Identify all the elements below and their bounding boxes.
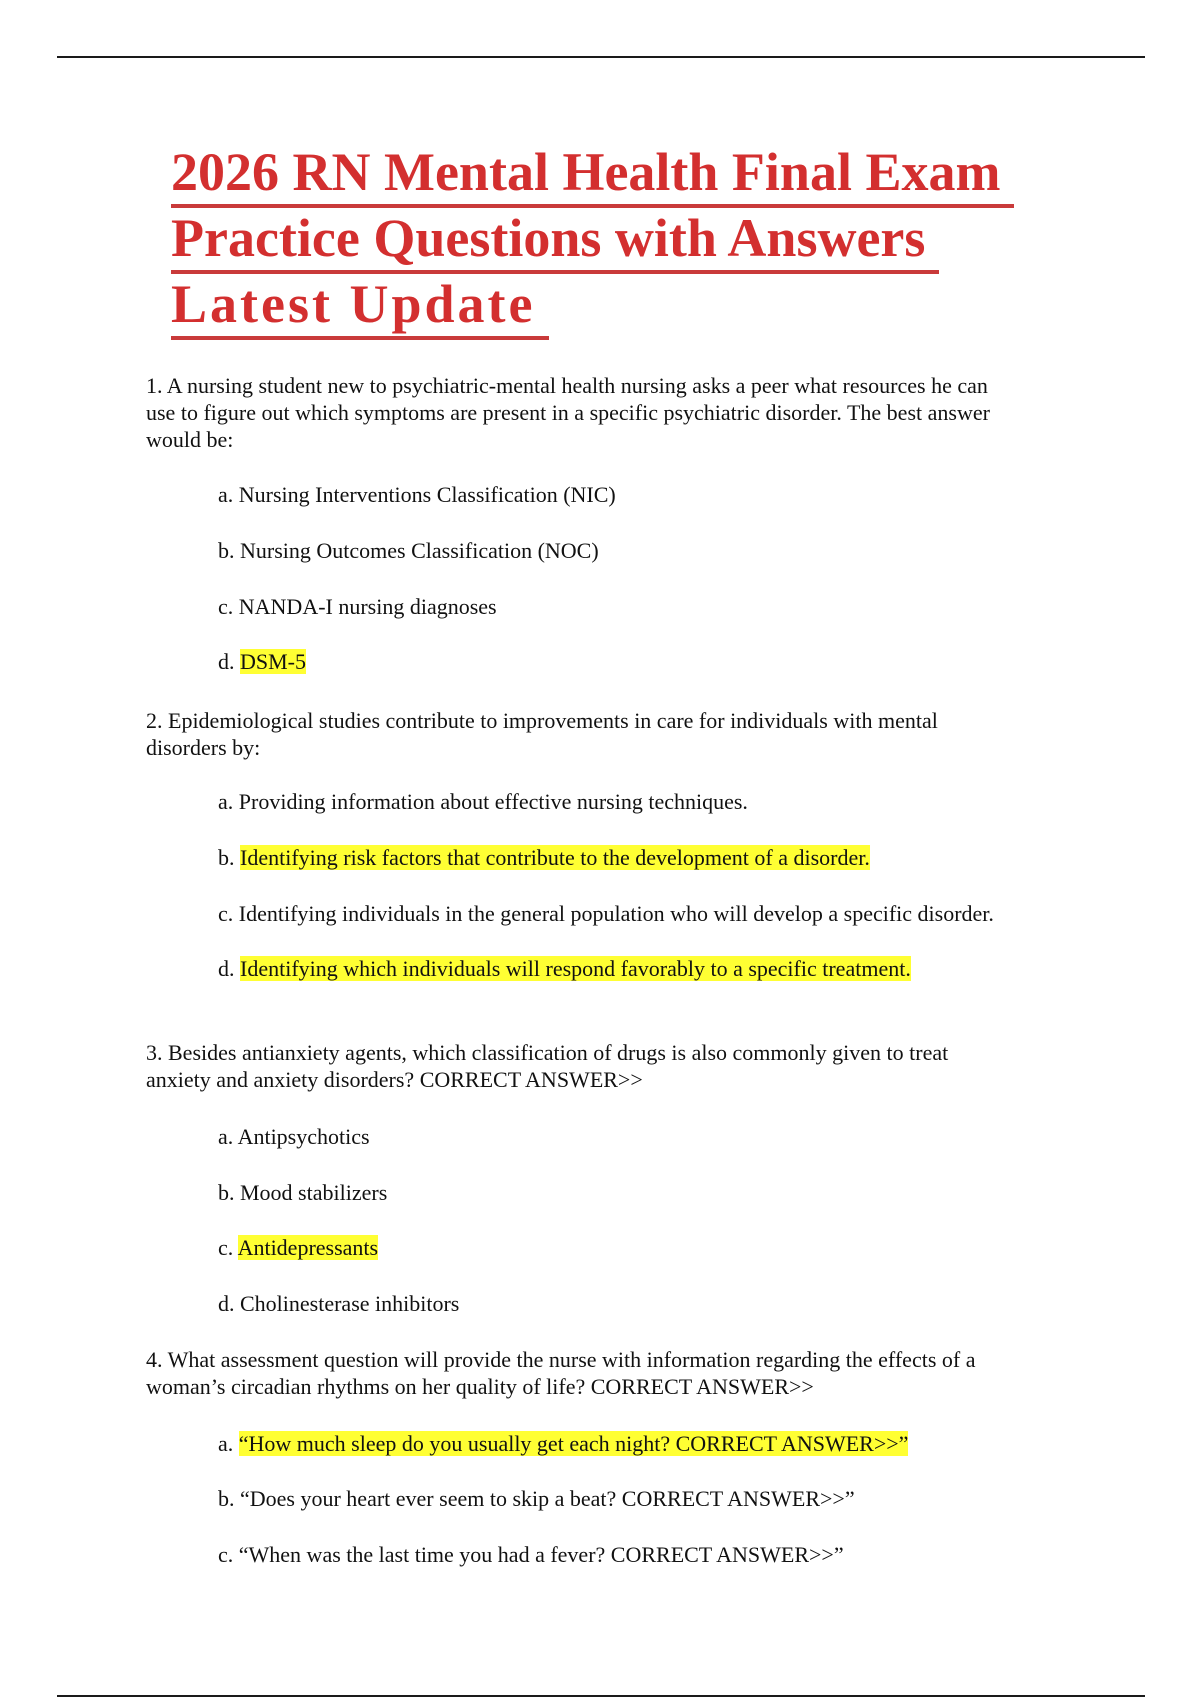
option-letter: b. bbox=[218, 1486, 235, 1511]
q4-option-b bbox=[218, 1485, 855, 1512]
option-letter: b. bbox=[218, 1180, 235, 1205]
option-text: Cholinesterase inhibitors bbox=[240, 1291, 460, 1316]
q1-option-c bbox=[218, 593, 497, 620]
q3-option-c bbox=[218, 1234, 378, 1261]
bottom-rule bbox=[57, 1695, 1145, 1697]
option-text: “Does your heart ever seem to skip a beat? CORRECT ANSWER>>” bbox=[240, 1486, 855, 1511]
question-3-line-1: 3. Besides antianxiety agents, which classification of drugs is also commonly given to treat bbox=[146, 1040, 949, 1065]
option-text: “When was the last time you had a fever? CORRECT ANSWER>>” bbox=[238, 1542, 844, 1567]
title-line-3: Latest Update bbox=[171, 272, 549, 340]
q3-option-b bbox=[218, 1179, 387, 1206]
q3-option-a bbox=[218, 1123, 370, 1150]
q2-option-d bbox=[218, 955, 911, 982]
option-letter: b. bbox=[218, 538, 235, 563]
option-text: Mood stabilizers bbox=[240, 1180, 388, 1205]
option-text-highlighted: “How much sleep do you usually get each night? CORRECT ANSWER>>” bbox=[238, 1431, 909, 1456]
q4-option-c bbox=[218, 1541, 844, 1568]
option-letter: c. bbox=[218, 901, 234, 926]
question-1-line-3: would be: bbox=[146, 427, 234, 452]
question-1 bbox=[146, 372, 990, 453]
question-4-line-2: woman’s circadian rhythms on her quality of life? CORRECT ANSWER>> bbox=[146, 1374, 814, 1399]
q1-option-a bbox=[218, 481, 616, 508]
option-text-highlighted: Antidepressants bbox=[237, 1235, 379, 1260]
option-letter: b. bbox=[218, 845, 235, 870]
option-text: Nursing Outcomes Classification (NOC) bbox=[240, 538, 599, 563]
option-text: Nursing Interventions Classification (NIC) bbox=[238, 482, 616, 507]
document-title bbox=[171, 140, 1014, 338]
option-letter: a. bbox=[218, 1431, 234, 1456]
q2-option-c bbox=[218, 900, 994, 927]
option-letter: d. bbox=[218, 649, 235, 674]
question-3-line-2: anxiety and anxiety disorders? CORRECT ANSWER>> bbox=[146, 1067, 643, 1092]
option-letter: a. bbox=[218, 482, 234, 507]
option-text-highlighted: Identifying which individuals will respond favorably to a specific treatment. bbox=[240, 956, 911, 981]
option-letter: a. bbox=[218, 1124, 234, 1149]
question-1-line-2: use to figure out which symptoms are present in a specific psychiatric disorder. The best answer bbox=[146, 400, 990, 425]
option-text-highlighted: DSM-5 bbox=[240, 649, 307, 674]
q1-option-d bbox=[218, 648, 306, 675]
q1-option-b bbox=[218, 537, 599, 564]
question-2-line-1: 2. Epidemiological studies contribute to improvements in care for individuals with mental bbox=[146, 708, 938, 733]
option-letter: a. bbox=[218, 789, 234, 814]
question-4-line-1: 4. What assessment question will provide the nurse with information regarding the effects of a bbox=[146, 1347, 976, 1372]
option-letter: c. bbox=[218, 1235, 234, 1260]
option-letter: c. bbox=[218, 594, 234, 619]
option-text: NANDA-I nursing diagnoses bbox=[238, 594, 497, 619]
option-letter: c. bbox=[218, 1542, 234, 1567]
question-3 bbox=[146, 1039, 948, 1093]
question-2-line-2: disorders by: bbox=[146, 735, 261, 760]
question-1-line-1: 1. A nursing student new to psychiatric-mental health nursing asks a peer what resources he can bbox=[146, 373, 988, 398]
q4-option-a bbox=[218, 1430, 908, 1457]
option-text: Antipsychotics bbox=[237, 1124, 370, 1149]
title-line-2: Practice Questions with Answers bbox=[171, 206, 939, 274]
q2-option-a bbox=[218, 788, 748, 815]
option-letter: d. bbox=[218, 1291, 235, 1316]
top-rule bbox=[57, 56, 1145, 58]
q3-option-d bbox=[218, 1290, 459, 1317]
option-text: Providing information about effective nursing techniques. bbox=[238, 789, 748, 814]
title-line-1: 2026 RN Mental Health Final Exam bbox=[171, 140, 1014, 208]
question-4 bbox=[146, 1346, 975, 1400]
option-text: Identifying individuals in the general population who will develop a specific disorder. bbox=[238, 901, 994, 926]
option-letter: d. bbox=[218, 956, 235, 981]
question-2 bbox=[146, 707, 938, 761]
option-text-highlighted: Identifying risk factors that contribute to the development of a disorder. bbox=[240, 845, 870, 870]
q2-option-b bbox=[218, 844, 870, 871]
